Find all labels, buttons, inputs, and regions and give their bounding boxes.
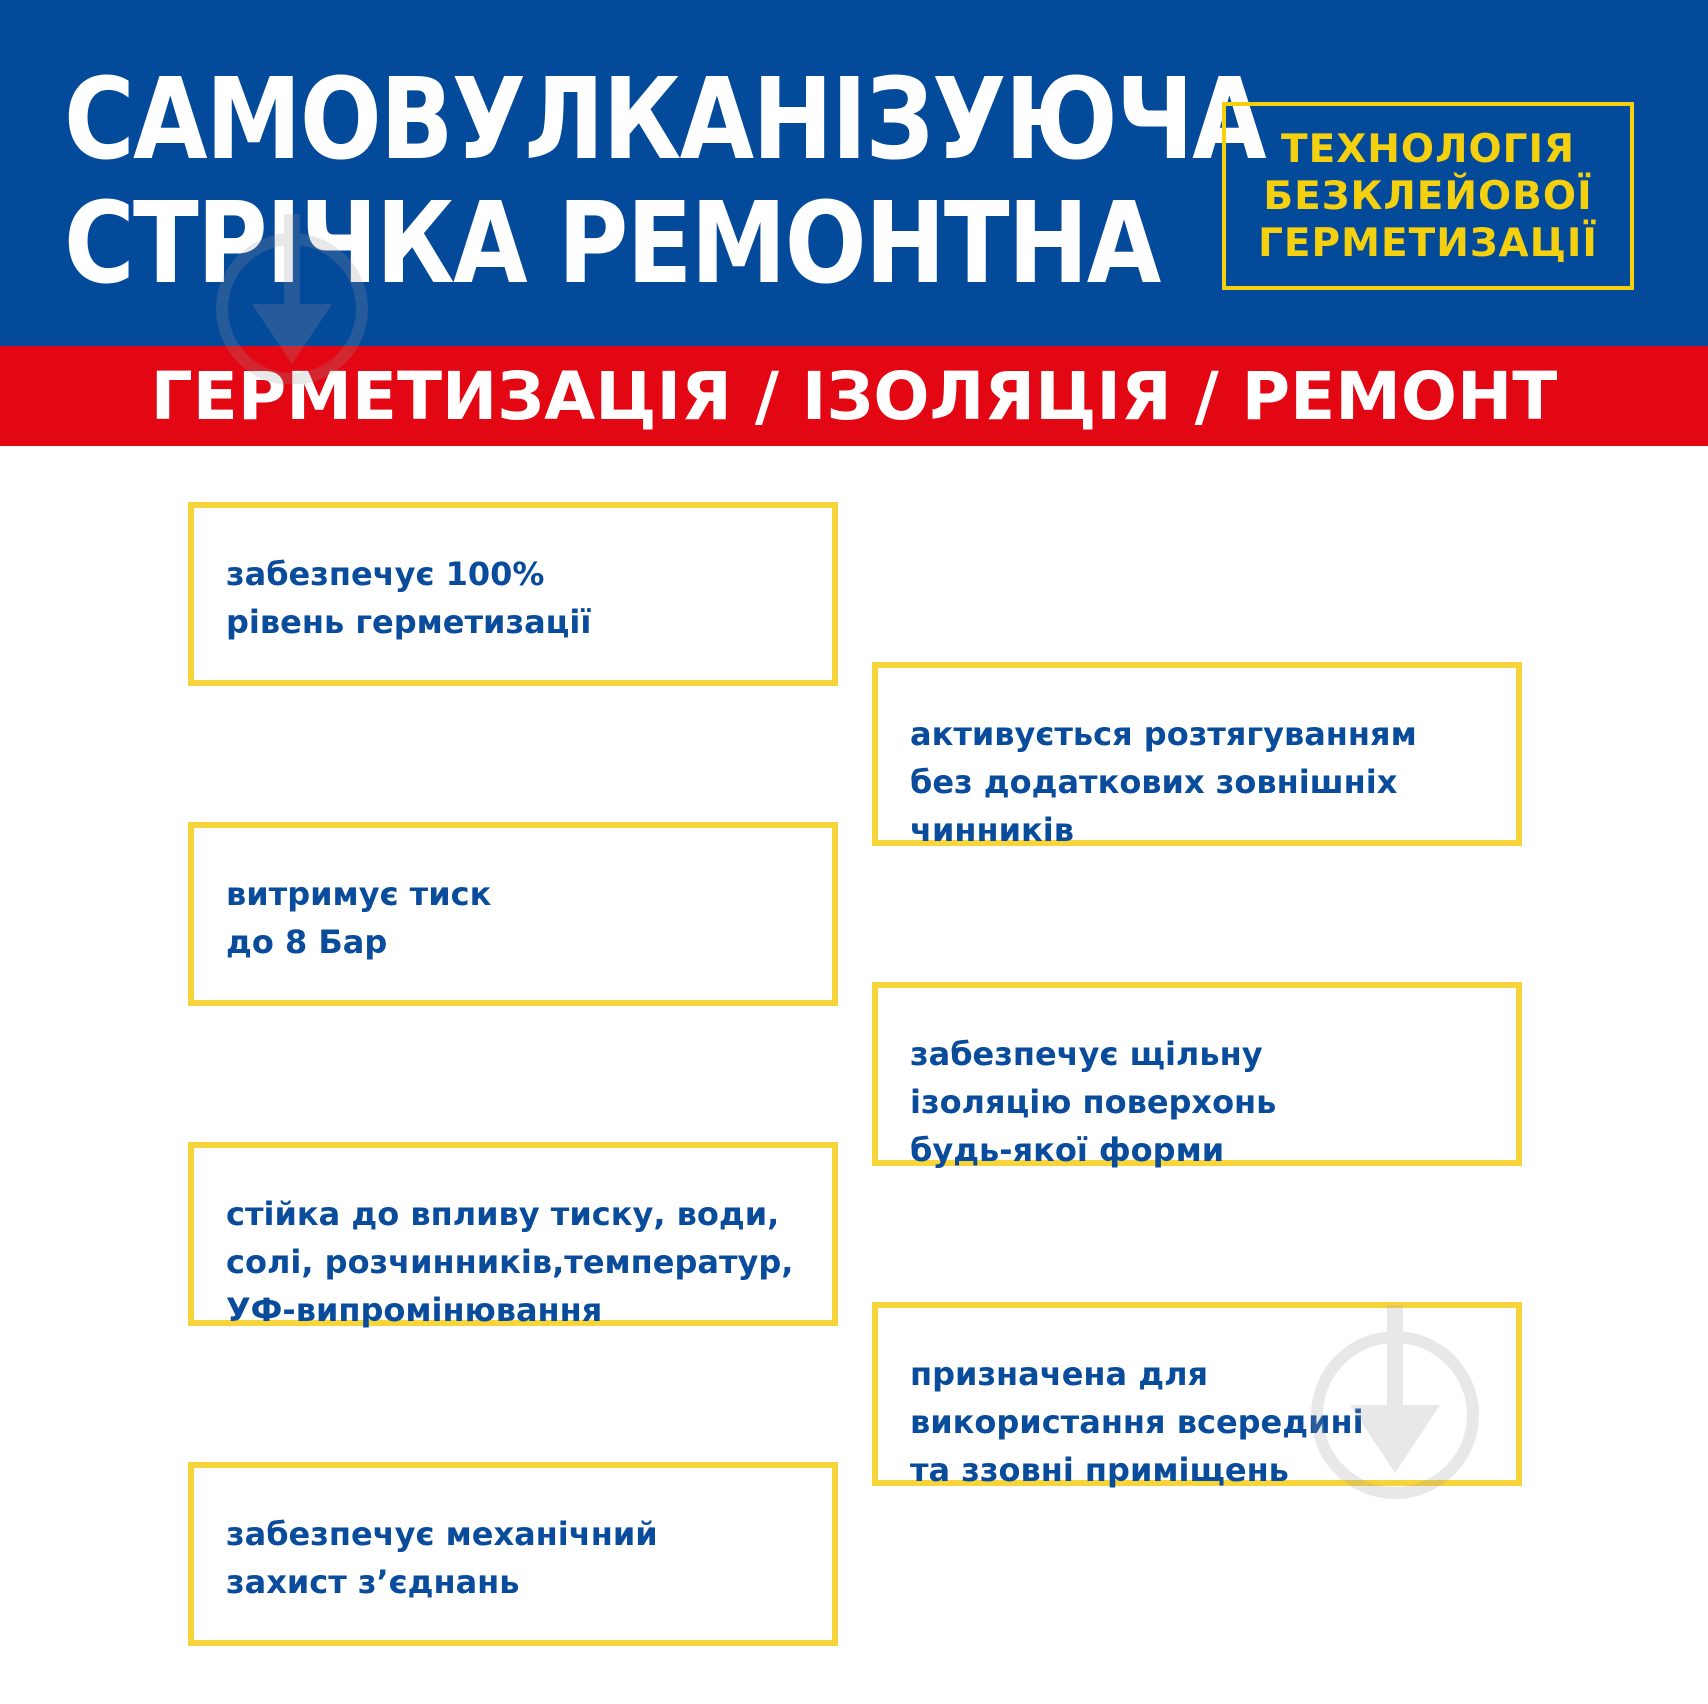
feature-line: ізоляцію поверхонь bbox=[910, 1083, 1277, 1121]
download-arrow-icon bbox=[212, 214, 372, 384]
feature-line: рівень герметизації bbox=[226, 603, 592, 641]
title-line-2: СТРІЧКА РЕМОНТНА bbox=[64, 179, 1160, 309]
title-line-1: САМОВУЛКАНІЗУЮЧА bbox=[64, 55, 1265, 185]
badge-line-3: ГЕРМЕТИЗАЦІЇ bbox=[1258, 220, 1598, 266]
feature-card-activation bbox=[872, 662, 1522, 849]
feature-line: УФ-випромінювання bbox=[226, 1291, 603, 1329]
feature-line: захист з’єднань bbox=[226, 1563, 520, 1601]
feature-line: чинників bbox=[910, 811, 1074, 849]
feature-card-pressure bbox=[188, 822, 838, 1006]
feature-line: призначена для bbox=[910, 1355, 1209, 1393]
feature-card-protection bbox=[188, 1462, 838, 1646]
feature-line: забезпечує 100% bbox=[226, 555, 545, 593]
feature-line: будь-якої форми bbox=[910, 1131, 1225, 1169]
feature-line: використання всередині bbox=[910, 1403, 1364, 1441]
feature-line: витримує тиск bbox=[226, 875, 492, 913]
feature-line: та ззовні приміщень bbox=[910, 1451, 1289, 1489]
technology-badge bbox=[1222, 102, 1634, 290]
feature-card-insulation bbox=[872, 982, 1522, 1169]
badge-line-1: ТЕХНОЛОГІЯ bbox=[1280, 126, 1576, 172]
feature-line: стійка до впливу тиску, води, bbox=[226, 1195, 780, 1233]
subtitle-text: ГЕРМЕТИЗАЦІЯ / ІЗОЛЯЦІЯ / РЕМОНТ bbox=[150, 357, 1558, 435]
feature-line: активується розтягуванням bbox=[910, 715, 1417, 753]
feature-line: без додаткових зовнішніх bbox=[910, 763, 1398, 801]
feature-card-resistance bbox=[188, 1142, 838, 1329]
feature-card-sealing-level bbox=[188, 502, 838, 686]
feature-line: солі, розчинників,температур, bbox=[226, 1243, 794, 1281]
download-arrow-icon bbox=[1310, 1305, 1480, 1505]
feature-line: забезпечує щільну bbox=[910, 1035, 1263, 1073]
feature-line: до 8 Бар bbox=[226, 923, 388, 961]
feature-line: забезпечує механічний bbox=[226, 1515, 658, 1553]
badge-line-2: БЕЗКЛЕЙОВОЇ bbox=[1263, 173, 1593, 219]
